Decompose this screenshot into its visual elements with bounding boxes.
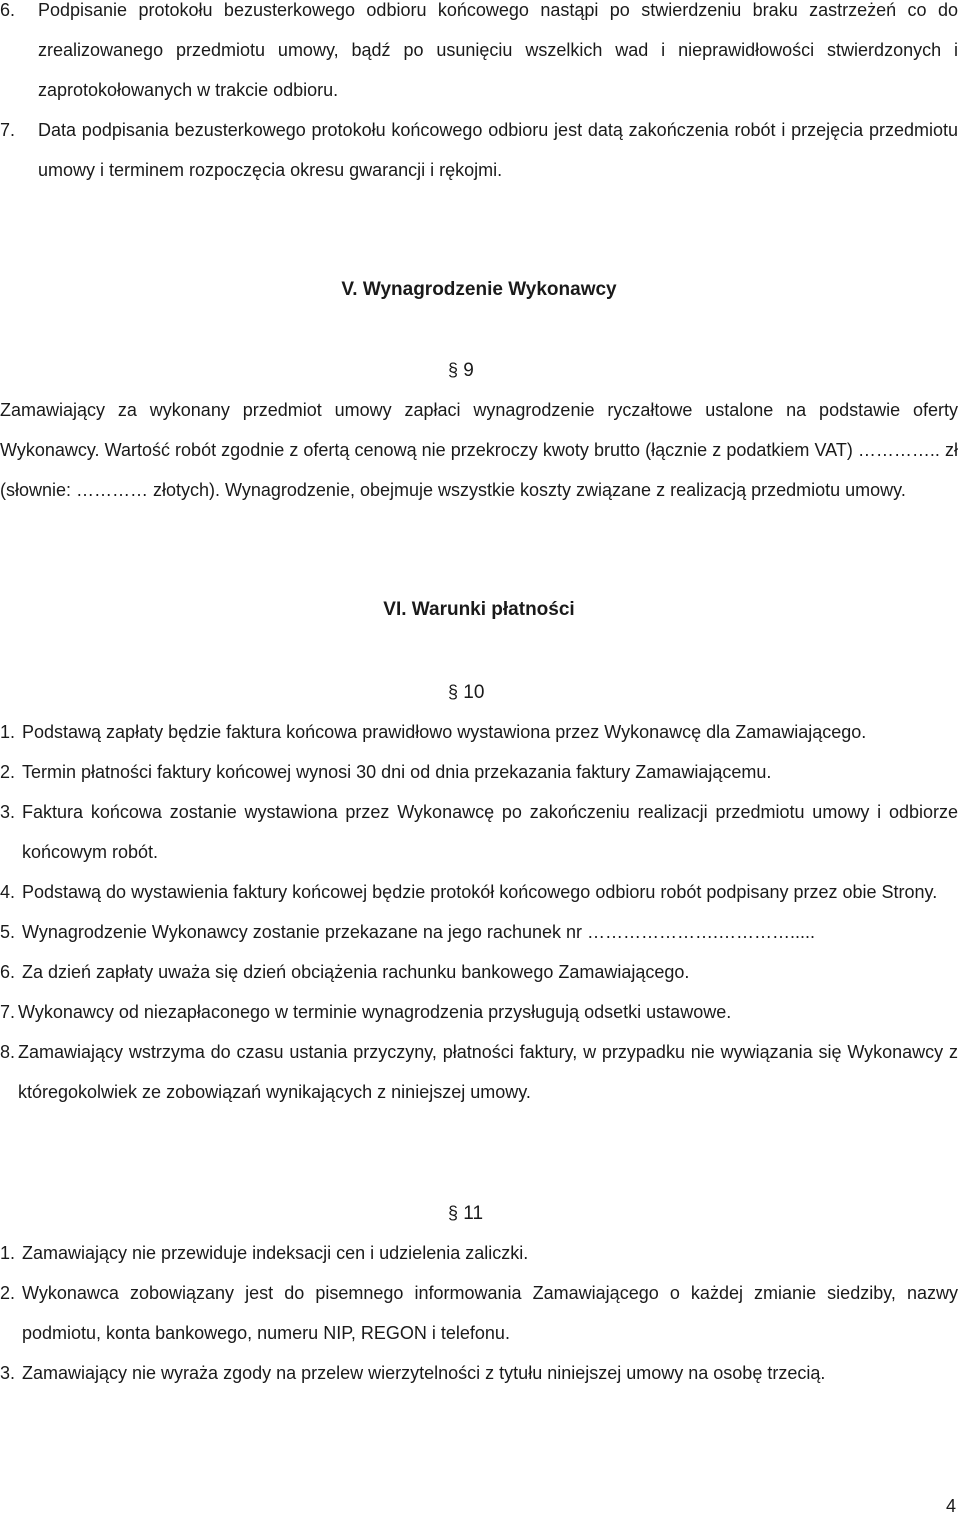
list-item bbox=[0, 952, 958, 992]
list-item bbox=[0, 752, 958, 792]
section-symbol: § bbox=[448, 682, 459, 702]
list-item bbox=[0, 712, 958, 752]
list-item bbox=[0, 912, 958, 952]
item-number: 1. bbox=[0, 1243, 16, 1263]
item-number: 2. bbox=[0, 1283, 16, 1303]
list-item bbox=[0, 1273, 958, 1353]
item-text: Wynagrodzenie Wykonawcy zostanie przekazane na jego rachunek nr ………………….…………..... bbox=[22, 922, 815, 942]
item-text: Zamawiający wstrzyma do czasu ustania przyczyny, płatności faktury, w przypadku nie wywiązania się Wykonawcy z któregokolwiek ze zobowiązań wynikających z niniejszej umowy. bbox=[18, 1042, 958, 1102]
list-item bbox=[0, 1032, 958, 1112]
section-sign-10 bbox=[448, 672, 484, 713]
item-text: Zamawiający nie przewiduje indeksacji cen i udzielenia zaliczki. bbox=[22, 1243, 529, 1263]
continuation-list bbox=[0, 0, 958, 190]
item-number: 6. bbox=[0, 0, 16, 20]
item-number: 3. bbox=[0, 1363, 16, 1383]
item-text: Podstawą zapłaty będzie faktura końcowa prawidłowo wystawiona przez Wykonawcę dla Zamawiającego. bbox=[22, 722, 867, 742]
item-number: 5. bbox=[0, 922, 16, 942]
item-number: 2. bbox=[0, 762, 16, 782]
item-number: 3. bbox=[0, 802, 16, 822]
payment-terms-list bbox=[0, 712, 958, 1112]
list-item bbox=[0, 0, 958, 110]
item-text: Termin płatności faktury końcowej wynosi 30 dni od dnia przekazania faktury Zamawiającemu. bbox=[22, 762, 772, 782]
section-symbol: § bbox=[448, 1203, 459, 1223]
section-number: 10 bbox=[463, 682, 485, 703]
list-item bbox=[0, 992, 958, 1032]
section-sign-11 bbox=[448, 1193, 483, 1234]
list-item bbox=[0, 1353, 958, 1393]
section-number: 9 bbox=[463, 360, 474, 381]
item-text: Data podpisania bezusterkowego protokołu końcowego odbioru jest datą zakończenia robót i przejęcia przedmiotu umowy i terminem rozpoczęcia okresu gwarancji i rękojmi. bbox=[38, 120, 958, 180]
section-v-paragraph: Zamawiający za wykonany przedmiot umowy zapłaci wynagrodzenie ryczałtowe ustalone na podstawie oferty Wykonawcy. Wartość robót zgodnie z ofertą cenową nie przekroczy kwoty brutto (łącznie z podatkiem VAT) ………….. zł (słownie: ………… złotych). Wynagrodzenie, obejmuje wszystkie koszty związane z realizacją przedmiotu umowy. bbox=[0, 400, 958, 500]
final-provisions-list bbox=[0, 1233, 958, 1393]
section-sign-9 bbox=[448, 350, 474, 391]
item-number: 7. bbox=[0, 1002, 16, 1022]
item-text: Podpisanie protokołu bezusterkowego odbioru końcowego nastąpi po stwierdzeniu braku zastrzeżeń co do zrealizowanego przedmiotu umowy, bądź po usunięciu wszelkich wad i nieprawidłowości stwierdzonych i zaprotokołowanych w trakcie odbioru. bbox=[38, 0, 958, 100]
item-text: Wykonawcy od niezapłaconego w terminie wynagrodzenia przysługują odsetki ustawowe. bbox=[18, 1002, 732, 1022]
list-item bbox=[0, 1233, 958, 1273]
item-text: Wykonawca zobowiązany jest do pisemnego informowania Zamawiającego o każdej zmianie siedziby, nazwy podmiotu, konta bankowego, numeru NIP, REGON i telefonu. bbox=[22, 1283, 958, 1343]
list-item bbox=[0, 872, 958, 912]
item-text: Zamawiający nie wyraża zgody na przelew wierzytelności z tytułu niniejszej umowy na osobę trzecią. bbox=[22, 1363, 826, 1383]
item-number: 8. bbox=[0, 1042, 16, 1062]
item-number: 1. bbox=[0, 722, 16, 742]
section-vi-heading: VI. Warunki płatności bbox=[383, 599, 575, 620]
item-number: 7. bbox=[0, 120, 16, 140]
item-number: 4. bbox=[0, 882, 16, 902]
item-number: 6. bbox=[0, 962, 16, 982]
list-item bbox=[0, 110, 958, 190]
item-text: Podstawą do wystawienia faktury końcowej będzie protokół końcowego odbioru robót podpisany przez obie Strony. bbox=[22, 882, 938, 902]
item-text: Faktura końcowa zostanie wystawiona przez Wykonawcę po zakończeniu realizacji przedmiotu umowy i odbiorze końcowym robót. bbox=[22, 802, 958, 862]
section-number: 11 bbox=[463, 1203, 484, 1224]
item-text: Za dzień zapłaty uważa się dzień obciążenia rachunku bankowego Zamawiającego. bbox=[22, 962, 690, 982]
page-number: 4 bbox=[945, 1496, 956, 1516]
list-item bbox=[0, 792, 958, 872]
section-symbol: § bbox=[448, 360, 459, 380]
section-v-heading: V. Wynagrodzenie Wykonawcy bbox=[341, 279, 617, 300]
